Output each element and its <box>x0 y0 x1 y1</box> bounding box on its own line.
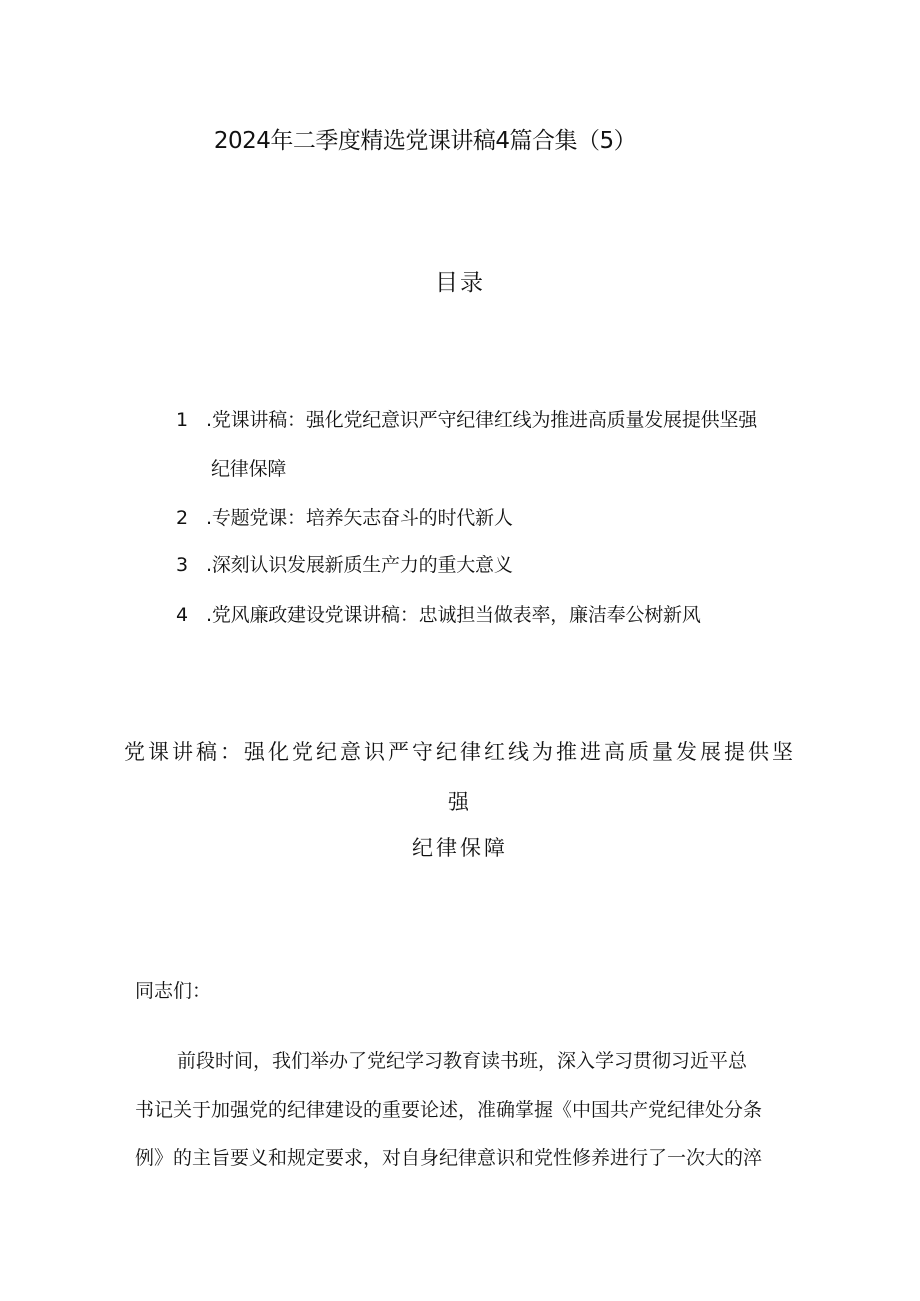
toc-item-1[interactable] <box>176 405 757 432</box>
toc-item-1-continuation[interactable]: 纪律保障 <box>211 458 287 480</box>
toc-heading: 目录 <box>435 270 485 296</box>
section-title-line-1: 党课讲稿：强化党纪意识严守纪律红线为推进高质量发展提供坚 <box>124 740 796 764</box>
paragraph-line: 例》的主旨要义和规定要求，对自身纪律意识和党性修养进行了一次大的淬 <box>135 1147 763 1169</box>
toc-item-number: 2 <box>176 507 188 529</box>
toc-item-label: .党风廉政建设党课讲稿：忠诚担当做表率，廉洁奉公树新风 <box>206 604 701 626</box>
paragraph-line: 书记关于加强党的纪律建设的重要论述，准确掌握《中国共产党纪律处分条 <box>135 1099 763 1121</box>
toc-item-number: 1 <box>176 409 188 431</box>
toc-item-number: 4 <box>176 604 188 626</box>
toc-item-number: 3 <box>176 554 188 576</box>
toc-item-4[interactable] <box>176 600 701 627</box>
toc-item-2[interactable] <box>176 503 513 530</box>
toc-item-label: .党课讲稿：强化党纪意识严守纪律红线为推进高质量发展提供坚强 <box>206 409 758 431</box>
paragraph-line: 前段时间，我们举办了党纪学习教育读书班，深入学习贯彻习近平总 <box>177 1050 748 1072</box>
toc-item-label: .专题党课：培养矢志奋斗的时代新人 <box>206 507 513 529</box>
salutation: 同志们： <box>135 980 212 1002</box>
section-title-line-3: 纪律保障 <box>412 836 508 860</box>
document-title: 2024年二季度精选党课讲稿4篇合集（5） <box>213 128 637 154</box>
toc-item-3[interactable] <box>176 550 513 577</box>
section-title-line-2: 强 <box>448 790 472 814</box>
toc-item-label: .深刻认识发展新质生产力的重大意义 <box>206 554 513 576</box>
